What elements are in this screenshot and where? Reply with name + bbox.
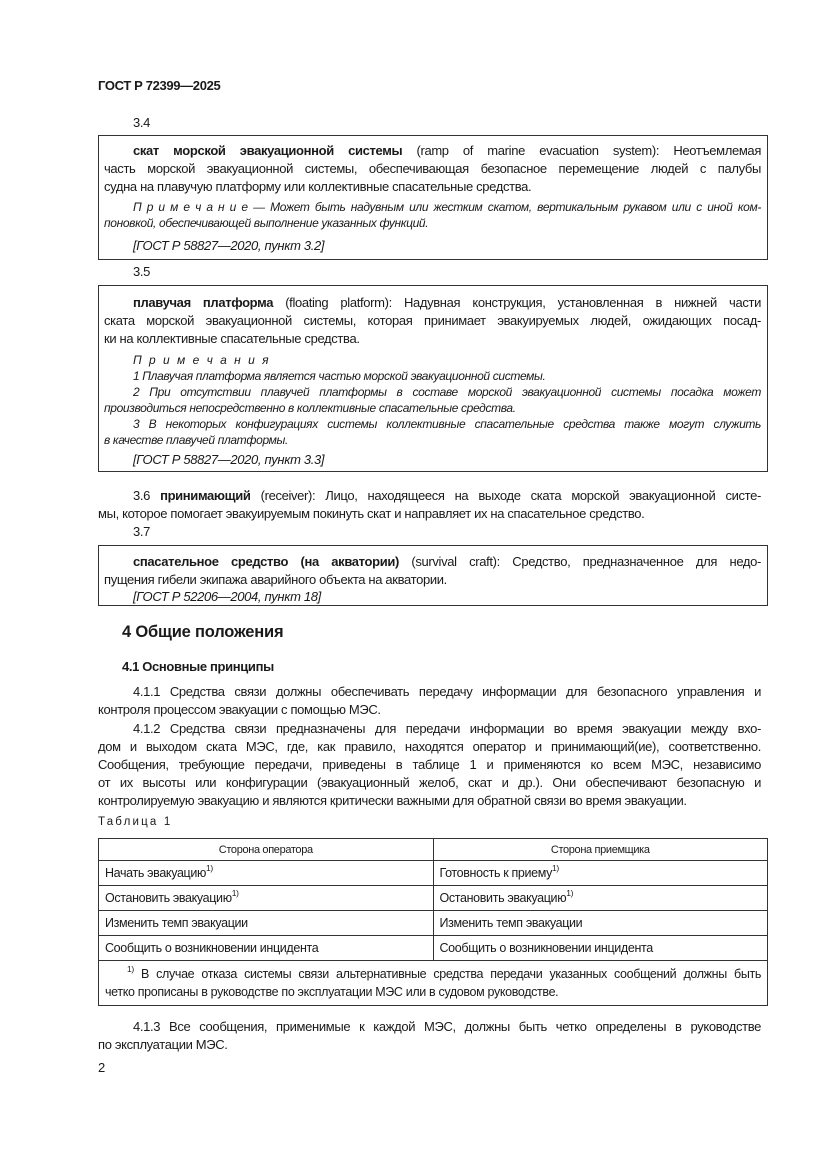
note-label: П р и м е ч а н и е — — [133, 200, 265, 214]
text-line — [104, 178, 761, 196]
term-source-ref: [ГОСТ Р 58827—2020, пункт 3.2] — [133, 238, 325, 253]
text-line — [98, 720, 761, 738]
document-number: ГОСТ Р 72399—2025 — [98, 78, 221, 93]
line-text: 4.1.2 Средства связи предназначены для передачи информации во время эвакуации между вхо- — [133, 721, 761, 736]
table-1 — [98, 838, 768, 1006]
term-number: 3.7 — [133, 524, 151, 539]
line-text: контролируемую эвакуацию и являются критически важными для обратной связи во время эвакуации. — [98, 793, 687, 808]
line-text: дом и выходом ската МЭС, где, как правило, находятся оператор и принимающий(ие), соответственно. — [98, 739, 761, 754]
table-cell — [99, 911, 434, 936]
table-header-cell: Сторона приемщика — [433, 839, 768, 861]
line-text: (floating platform): Надувная конструкция, установленная в нижней части — [285, 295, 761, 310]
notes-label: П р и м е ч а н и я — [133, 353, 271, 367]
table-header-cell: Сторона оператора — [99, 839, 434, 861]
table-footnote — [99, 961, 768, 1006]
text-line — [104, 160, 761, 178]
text-line — [98, 774, 761, 792]
term-source-ref: [ГОСТ Р 58827—2020, пункт 3.3] — [133, 452, 325, 467]
line-text: 4.1.3 Все сообщения, применимые к каждой МЭС, должны быть четко определены в руководстве — [133, 1019, 761, 1034]
term-name: принимающий — [160, 488, 251, 503]
paragraph-4-1-1 — [98, 683, 761, 719]
table-cell — [99, 936, 434, 961]
line-text: от их высоты или конфигурации (эвакуационный желоб, скат и др.). Они обеспечивают безопасную и — [98, 775, 761, 790]
cell-text: Начать эвакуацию — [105, 866, 207, 880]
footnote-mark: 1) — [566, 888, 574, 898]
table-row — [99, 861, 768, 886]
note-line — [104, 432, 761, 448]
cell-text: Сообщить о возникновении инцидента — [439, 941, 653, 955]
text-line — [98, 756, 761, 774]
line-text: 1 Плавучая платформа является частью морской эвакуационной системы. — [133, 369, 546, 383]
text-line — [98, 792, 761, 810]
text-line — [104, 215, 761, 231]
table-row — [99, 936, 768, 961]
term-number: 3.4 — [133, 115, 151, 130]
cell-text: Готовность к приему — [439, 866, 553, 880]
footnote-mark: 1) — [231, 888, 239, 898]
note-line — [104, 400, 761, 416]
text-line — [98, 701, 761, 719]
table-cell — [433, 886, 768, 911]
text-line — [104, 199, 761, 215]
term-name: спасательное средство (на акватории) — [133, 554, 399, 569]
cell-text: Изменить темп эвакуации — [105, 916, 248, 930]
line-text: Сообщения, требующие передачи, приведены в таблице 1 и применяются ко всем МЭС, независимо — [98, 757, 761, 772]
text-line — [98, 487, 761, 505]
text-line — [104, 312, 761, 330]
term-number: 3.6 — [133, 488, 151, 503]
table-footnote-row — [99, 961, 768, 1006]
table-caption: Таблица 1 — [98, 816, 173, 828]
line-text: (receiver): Лицо, находящееся на выходе ската морской эвакуационной систе- — [260, 488, 761, 503]
page-number: 2 — [98, 1060, 105, 1075]
text-line — [98, 683, 761, 701]
text-line — [104, 553, 761, 571]
line-text: ската морской эвакуационной системы, которая принимает эвакуируемых людей, ожидающих посад- — [104, 313, 761, 328]
text-line — [104, 571, 761, 589]
cell-text: Остановить эвакуацию — [439, 891, 567, 905]
text-line — [104, 330, 761, 348]
note-line — [104, 368, 761, 384]
cell-text: Изменить темп эвакуации — [439, 916, 583, 930]
text-line — [98, 1018, 761, 1036]
line-text: 4.1.1 Средства связи должны обеспечивать передачу информации для безопасного управления и — [133, 684, 761, 699]
paragraph-4-1-3 — [98, 1018, 761, 1054]
table-row — [99, 911, 768, 936]
text-line — [98, 505, 761, 523]
table-cell — [433, 936, 768, 961]
table-cell — [433, 911, 768, 936]
footnote-mark: 1) — [552, 863, 559, 873]
line-text: судна на плавучую платформу или коллективные спасательные средства. — [104, 179, 532, 194]
line-text: по эксплуатации МЭС. — [98, 1037, 228, 1052]
term-definition-3-4 — [104, 142, 761, 196]
line-text: (ramp of marine evacuation system): Неотъемлемая — [416, 143, 762, 158]
note-line — [104, 384, 761, 400]
table-cell — [99, 886, 434, 911]
term-name: плавучая платформа — [133, 295, 274, 310]
term-notes-3-5 — [104, 352, 761, 448]
term-definition-3-6 — [98, 487, 761, 523]
table-header-row — [99, 839, 768, 861]
subsection-heading: 4.1 Основные принципы — [122, 659, 274, 674]
section-heading: 4 Общие положения — [122, 623, 284, 641]
cell-text: Сообщить о возникновении инцидента — [105, 941, 319, 955]
table-row — [99, 886, 768, 911]
line-text: ки на коллективные спасательные средства. — [104, 331, 360, 346]
term-definition-3-5 — [104, 294, 761, 348]
term-definition-3-7 — [104, 553, 761, 589]
text-line — [98, 1036, 761, 1054]
term-note-3-4 — [104, 199, 761, 231]
line-text: В случае отказа системы связи альтернативные средства передачи указанных сообщений должны быть — [141, 967, 761, 981]
paragraph-4-1-2 — [98, 720, 761, 810]
term-name: скат морской эвакуационной системы — [133, 143, 403, 158]
footnote-mark: 1) — [206, 863, 213, 873]
line-text: 2 При отсутствии плавучей платформы в составе морской эвакуационной системы посадка может — [133, 385, 761, 399]
footnote-mark: 1) — [127, 964, 134, 974]
note-line — [104, 416, 761, 432]
text-line — [104, 142, 761, 160]
line-text: 3 В некоторых конфигурациях системы коллективные спасательные средства также могут служить — [133, 417, 761, 431]
term-number: 3.5 — [133, 264, 151, 279]
line-text: поновкой, обеспечивающей выполнение указанных функций. — [104, 216, 429, 230]
line-text: (survival craft): Средство, предназначенное для недо- — [411, 554, 762, 569]
line-text: контроля процессом эвакуации с помощью МЭС. — [98, 702, 381, 717]
term-source-ref: [ГОСТ Р 52206—2004, пункт 18] — [133, 589, 321, 604]
line-text: мы, которое помогает эвакуируемым покинуть скат и направляет их на спасательное средство. — [98, 506, 645, 521]
footnote-line — [105, 965, 761, 983]
line-text: часть морской эвакуационной системы, обеспечивающая безопасное перемещение людей с палубы — [104, 161, 761, 176]
line-text: Может быть надувным или жестким скатом, вертикальным рукавом или с иной ком- — [270, 200, 761, 214]
line-text: производиться непосредственно в коллективные спасательные средства. — [104, 401, 516, 415]
text-line — [104, 294, 761, 312]
text-line — [98, 738, 761, 756]
line-text: пущения гибели экипажа аварийного объекта на акватории. — [104, 572, 447, 587]
table-cell — [433, 861, 768, 886]
footnote-line: четко прописаны в руководстве по эксплуатации МЭС или в судовом руководстве. — [105, 985, 559, 999]
table-cell — [99, 861, 434, 886]
line-text: в качестве плавучей платформы. — [104, 433, 288, 447]
cell-text: Остановить эвакуацию — [105, 891, 232, 905]
